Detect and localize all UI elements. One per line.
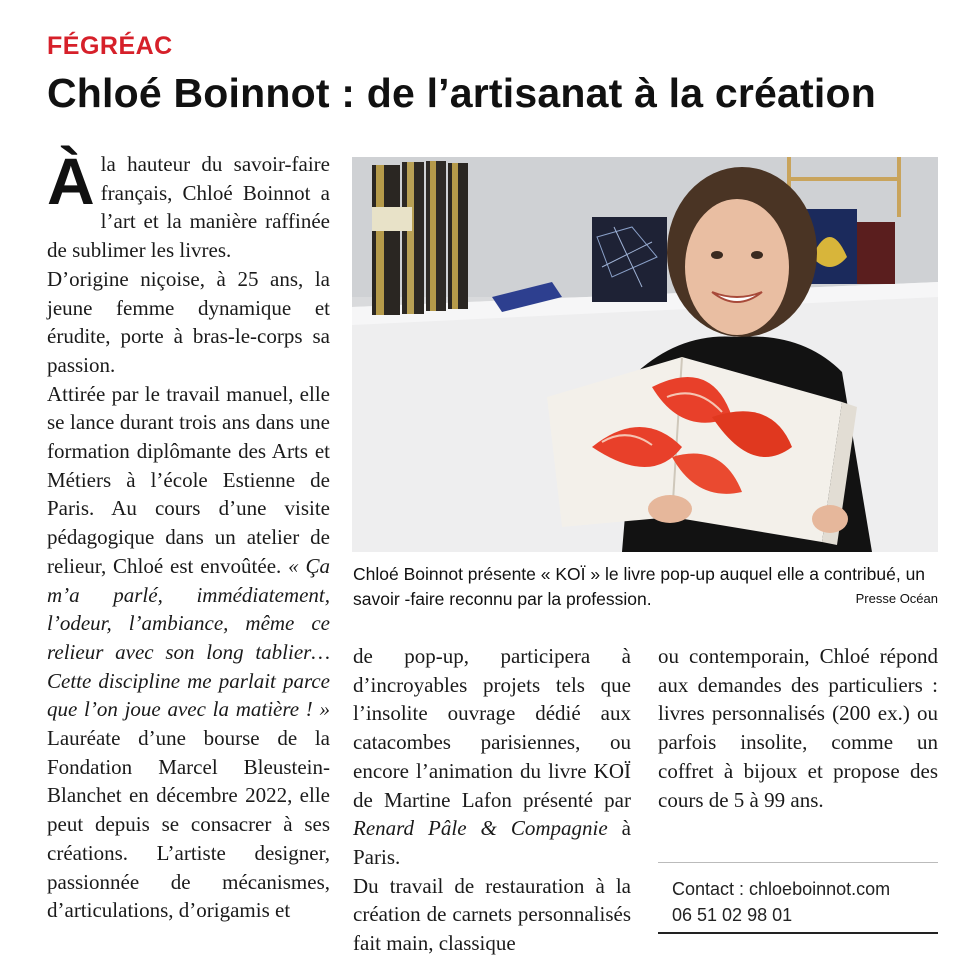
article-column-3 <box>658 642 938 814</box>
contact-box <box>672 876 890 928</box>
company-name: Renard Pâle & Compagnie <box>353 816 608 841</box>
photo-caption: Chloé Boinnot présente « KOÏ » le livre pop-up auquel elle a contribué, un savoir -faire reconnu par la profession. <box>353 564 926 609</box>
contact-website[interactable]: Contact : chloeboinnot.com <box>672 879 891 899</box>
article-column-2 <box>353 642 631 958</box>
paragraph-4: de pop-up, participera à d’incroyables projets tels que l’insolite ouvrage dédié aux catacombes parisiennes, ou encore l’animation du livre KOÏ de Martine Lafon présenté par Renard Pâle & Compagnie à Paris. <box>353 644 632 869</box>
paragraph-6: ou contemporain, Chloé répond aux demandes des particuliers : livres personnalisés (200 ex.) ou parfois insolite, comme un coffret à bijoux et propose des cours de 5 à 99 ans. <box>658 644 938 812</box>
paragraph-5: Du travail de restauration à la création de carnets personnalisés fait main, classique <box>353 873 631 956</box>
contact-bottom-rule <box>658 932 938 934</box>
article-kicker: FÉGRÉAC <box>47 32 173 60</box>
article-column-1 <box>47 144 330 925</box>
article-photo <box>352 157 938 552</box>
paragraph-2: D’origine niçoise, à 25 ans, la jeune femme dynamique et érudite, porte à bras-le-corps sa passion. <box>47 266 330 377</box>
paragraph-1: Àla hauteur du savoir-faire français, Chloé Boinnot a l’art et la manière raffinée de sublimer les livres. <box>47 144 330 263</box>
photo-illustration <box>352 157 938 552</box>
quote: « Ça m’a parlé, immédiatement, l’odeur, l’ambiance, même ce relieur avec son long tablier… Cette discipline me parlait parce que l’on joue avec la matière ! » <box>47 553 330 722</box>
paragraph-3: Attirée par le travail manuel, elle se lance durant trois ans dans une formation diplômante des Arts et Métiers à l’école Estienne de Paris. Au cours d’une visite pédagogique dans un atelier de relieur, Chloé est envoûtée. « Ça m’a parlé, immédiatement, l’odeur, l’ambiance, même ce relieur avec son long tablier… Cette discipline me parlait parce que l’on joue avec la matière ! » Lauréate d’une bourse de la Fondation Marcel Bleustein-Blanchet en décembre 2022, elle peut depuis se consacrer à ses créations. L’artiste designer, passionnée de mécanismes, d’articulations, d’origamis et <box>47 381 330 923</box>
article-headline: Chloé Boinnot : de l’artisanat à la création <box>47 70 876 116</box>
photo-credit: Presse Océan <box>855 591 938 606</box>
contact-phone[interactable]: 06 51 02 98 01 <box>672 905 793 925</box>
drop-cap: À <box>47 144 95 218</box>
contact-divider <box>658 862 938 863</box>
